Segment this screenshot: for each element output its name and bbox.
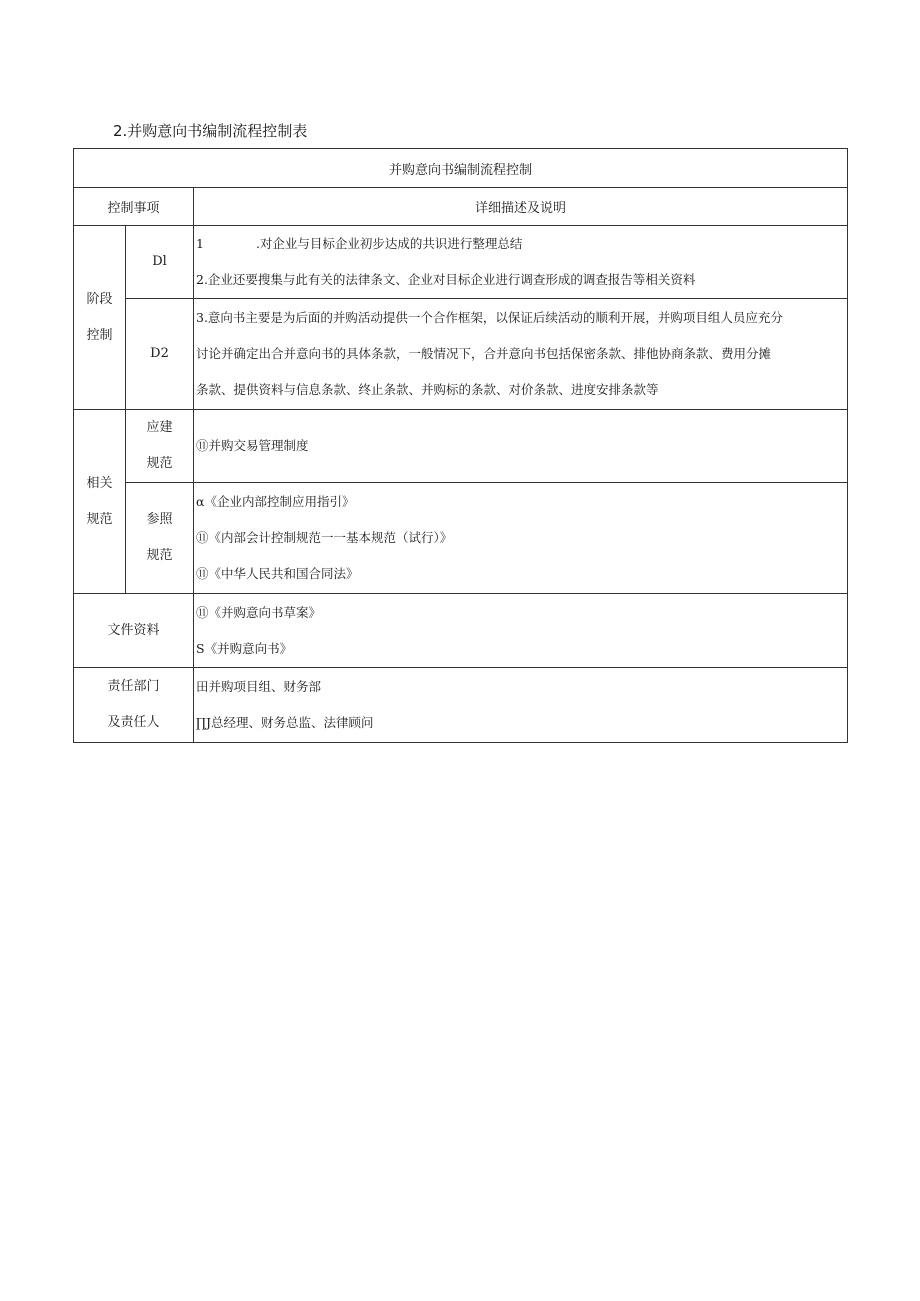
ref-label-line2: 规范	[146, 548, 173, 563]
should-line1: ⑪并购交易管理制度	[196, 438, 309, 453]
table-title: 并购意向书编制流程控制	[74, 149, 848, 188]
responsibility-label	[74, 668, 194, 743]
files-line2: S《并购意向书》	[196, 640, 293, 656]
column-header-detail: 详细描述及说明	[194, 188, 848, 226]
reference-norms-label	[126, 483, 194, 594]
stage-d1-detail	[194, 226, 848, 299]
stage-d1-code: Dl	[126, 226, 194, 299]
d2-line3: 条款、提供资料与信息条款、终止条款、并购标的条款、对价条款、进度安排条款等	[196, 382, 659, 397]
reference-norms-detail	[194, 483, 848, 594]
responsibility-label-line2: 及责任人	[107, 715, 160, 730]
d1-line1-text: .对企业与目标企业初步达成的共识进行整理总结	[255, 236, 523, 251]
norms-label-line1: 相关	[86, 475, 113, 491]
stage-control-label	[74, 226, 126, 410]
column-header-control: 控制事项	[74, 188, 194, 226]
d2-line2: 讨论并确定出合并意向书的具体条款，一般情况下，合并意向书包括保密条款、排他协商条款、费用分摊	[196, 346, 772, 361]
d1-line2: 2.企业还要搜集与此有关的法律条文、企业对目标企业进行调查形成的调查报告等相关资料	[196, 272, 696, 287]
responsibility-line2: ∏J总经理、财务总监、法律顾问	[196, 715, 374, 730]
stage-label-line1: 阶段	[86, 291, 113, 307]
should-label-line1: 应建	[146, 420, 173, 435]
ref-label-line1: 参照	[146, 512, 173, 527]
responsibility-line1: 田并购项目组、财务部	[196, 679, 322, 694]
ref-line1: α《企业内部控制应用指引》	[196, 494, 355, 509]
norms-label-line2: 规范	[86, 511, 113, 527]
should-label-line2: 规范	[146, 456, 173, 471]
control-table	[73, 148, 848, 743]
norms-label	[74, 410, 126, 594]
should-build-norms-detail	[194, 410, 848, 483]
stage-d2-detail	[194, 299, 848, 410]
d2-line1: 3.意向书主要是为后面的并购活动提供一个合作框架，以保证后续活动的顺利开展，并购项目组人员应充分	[196, 310, 783, 325]
responsibility-label-line1: 责任部门	[107, 679, 160, 694]
files-label: 文件资料	[74, 594, 194, 668]
responsibility-detail	[194, 668, 848, 743]
should-build-norms-label	[126, 410, 194, 483]
stage-label-line2: 控制	[86, 327, 113, 343]
page-heading: 2.并购意向书编制流程控制表	[113, 122, 308, 140]
ref-line3: ⑪《中华人民共和国合同法》	[196, 566, 359, 581]
files-line1: ⑪《并购意向书草案》	[196, 604, 322, 620]
ref-line2: ⑪《内部会计控制规范一一基本规范（试行）》	[196, 530, 453, 545]
stage-d2-code: D2	[126, 299, 194, 410]
files-detail	[194, 594, 848, 668]
d1-line1-number: 1	[196, 236, 204, 251]
